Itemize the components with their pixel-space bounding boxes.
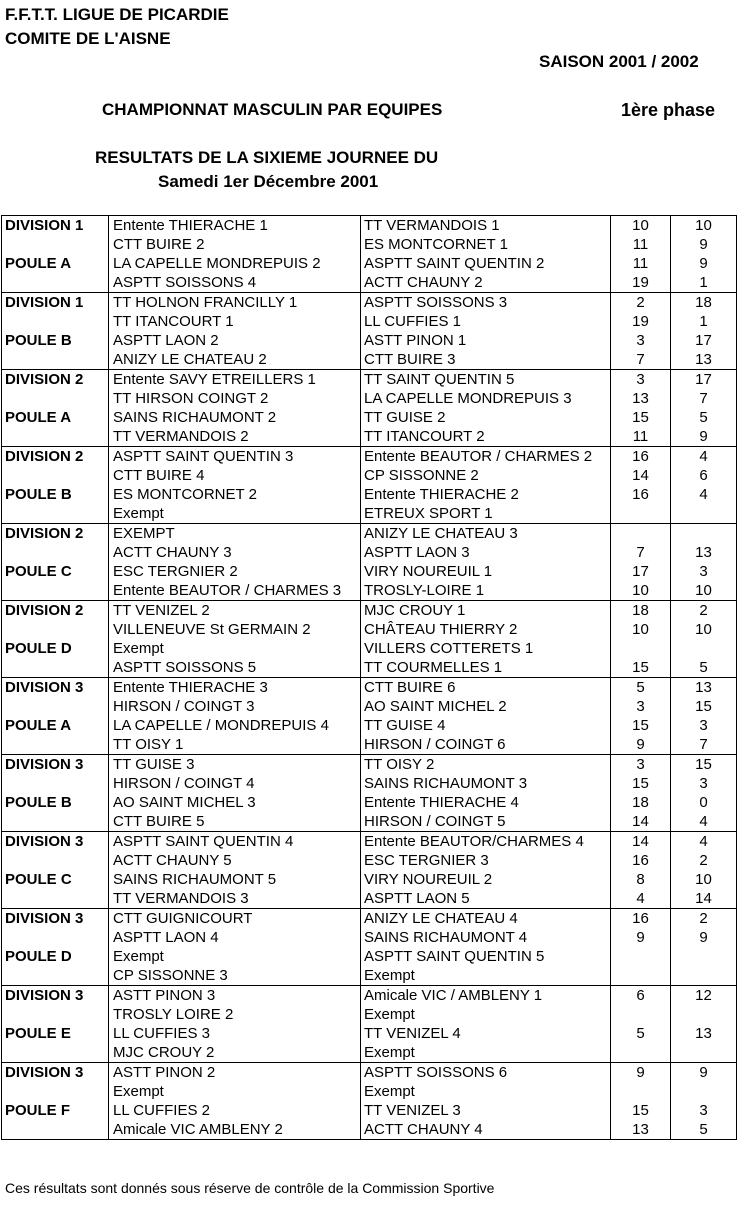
- match-row: [2, 909, 737, 929]
- away-team: HIRSON / COINGT 6: [361, 735, 611, 755]
- match-row: [2, 1082, 737, 1101]
- poule-label: POULE C: [2, 870, 109, 889]
- home-team: TT VERMANDOIS 3: [109, 889, 361, 909]
- home-team: Entente BEAUTOR / CHARMES 3: [109, 581, 361, 601]
- home-score: 15: [611, 1101, 671, 1120]
- home-score: 18: [611, 601, 671, 621]
- away-team: ACTT CHAUNY 4: [361, 1120, 611, 1140]
- away-team: Entente THIERACHE 4: [361, 793, 611, 812]
- away-score: 10: [671, 581, 737, 601]
- away-team: TROSLY-LOIRE 1: [361, 581, 611, 601]
- match-row: [2, 793, 737, 812]
- championship-title: CHAMPIONNAT MASCULIN PAR EQUIPES: [102, 100, 443, 119]
- home-score: [611, 966, 671, 986]
- match-row: [2, 389, 737, 408]
- home-team: Entente SAVY ETREILLERS 1: [109, 370, 361, 390]
- match-row: [2, 581, 737, 601]
- home-team: SAINS RICHAUMONT 2: [109, 408, 361, 427]
- federation-title: F.F.T.T. LIGUE DE PICARDIE: [5, 5, 229, 24]
- home-score: 15: [611, 774, 671, 793]
- away-score: [671, 639, 737, 658]
- match-row: [2, 832, 737, 852]
- home-team: LL CUFFIES 3: [109, 1024, 361, 1043]
- group-label-empty: [2, 389, 109, 408]
- home-team: ASTT PINON 2: [109, 1063, 361, 1083]
- match-row: [2, 312, 737, 331]
- home-team: SAINS RICHAUMONT 5: [109, 870, 361, 889]
- match-row: [2, 889, 737, 909]
- match-row: [2, 408, 737, 427]
- away-score: 17: [671, 370, 737, 390]
- match-row: [2, 678, 737, 698]
- home-team: Amicale VIC AMBLENY 2: [109, 1120, 361, 1140]
- home-team: TT OISY 1: [109, 735, 361, 755]
- footnote: Ces résultats sont donnés sous réserve de contrôle de la Commission Sportive: [5, 1180, 495, 1196]
- away-team: AO SAINT MICHEL 2: [361, 697, 611, 716]
- match-row: [2, 870, 737, 889]
- match-row: [2, 851, 737, 870]
- match-row: [2, 966, 737, 986]
- match-row: [2, 1063, 737, 1083]
- home-team: ASPTT SAINT QUENTIN 4: [109, 832, 361, 852]
- home-score: 7: [611, 350, 671, 370]
- home-team: CTT BUIRE 5: [109, 812, 361, 832]
- group-label-empty: [2, 1082, 109, 1101]
- away-team: TT OISY 2: [361, 755, 611, 775]
- away-score: 13: [671, 1024, 737, 1043]
- away-score: 1: [671, 312, 737, 331]
- group-label-empty: [2, 889, 109, 909]
- away-team: VIRY NOUREUIL 2: [361, 870, 611, 889]
- home-team: Entente THIERACHE 3: [109, 678, 361, 698]
- away-team: ES MONTCORNET 1: [361, 235, 611, 254]
- home-score: 15: [611, 658, 671, 678]
- away-score: 10: [671, 870, 737, 889]
- away-team: Exempt: [361, 966, 611, 986]
- home-score: [611, 1043, 671, 1063]
- away-score: 18: [671, 293, 737, 313]
- match-row: [2, 293, 737, 313]
- match-row: [2, 447, 737, 467]
- group-label-empty: [2, 851, 109, 870]
- away-score: 13: [671, 678, 737, 698]
- away-team: TT ITANCOURT 2: [361, 427, 611, 447]
- match-row: [2, 254, 737, 273]
- home-score: 14: [611, 812, 671, 832]
- poule-label: POULE E: [2, 1024, 109, 1043]
- away-team: ASPTT LAON 3: [361, 543, 611, 562]
- match-row: [2, 947, 737, 966]
- home-score: [611, 1005, 671, 1024]
- match-row: [2, 331, 737, 350]
- away-team: SAINS RICHAUMONT 3: [361, 774, 611, 793]
- home-score: 9: [611, 1063, 671, 1083]
- home-score: 14: [611, 832, 671, 852]
- home-score: 8: [611, 870, 671, 889]
- away-score: 4: [671, 812, 737, 832]
- match-row: [2, 504, 737, 524]
- away-team: CP SISSONNE 2: [361, 466, 611, 485]
- home-team: CTT BUIRE 4: [109, 466, 361, 485]
- home-score: 3: [611, 755, 671, 775]
- away-score: 13: [671, 543, 737, 562]
- home-team: Exempt: [109, 639, 361, 658]
- group-label-empty: [2, 697, 109, 716]
- away-team: ACTT CHAUNY 2: [361, 273, 611, 293]
- away-score: 5: [671, 658, 737, 678]
- away-score: 17: [671, 331, 737, 350]
- away-score: [671, 966, 737, 986]
- home-score: 16: [611, 485, 671, 504]
- division-label: DIVISION 3: [2, 832, 109, 852]
- away-score: 4: [671, 485, 737, 504]
- home-team: CP SISSONNE 3: [109, 966, 361, 986]
- away-team: ASPTT LAON 5: [361, 889, 611, 909]
- group-label-empty: [2, 350, 109, 370]
- away-score: 5: [671, 408, 737, 427]
- away-score: 9: [671, 235, 737, 254]
- away-team: CTT BUIRE 3: [361, 350, 611, 370]
- away-score: 15: [671, 697, 737, 716]
- group-label-empty: [2, 620, 109, 639]
- match-row: [2, 986, 737, 1006]
- away-score: 7: [671, 735, 737, 755]
- away-team: ASPTT SOISSONS 6: [361, 1063, 611, 1083]
- home-score: 5: [611, 678, 671, 698]
- away-score: 9: [671, 254, 737, 273]
- home-score: [611, 947, 671, 966]
- home-score: [611, 504, 671, 524]
- home-score: 10: [611, 581, 671, 601]
- away-score: 7: [671, 389, 737, 408]
- away-team: CHÂTEAU THIERRY 2: [361, 620, 611, 639]
- home-team: CTT BUIRE 2: [109, 235, 361, 254]
- match-row: [2, 755, 737, 775]
- away-team: LA CAPELLE MONDREPUIS 3: [361, 389, 611, 408]
- home-score: 19: [611, 273, 671, 293]
- home-score: 13: [611, 1120, 671, 1140]
- away-score: 9: [671, 928, 737, 947]
- home-score: 19: [611, 312, 671, 331]
- away-score: 12: [671, 986, 737, 1006]
- away-team: TT COURMELLES 1: [361, 658, 611, 678]
- home-team: ASPTT LAON 4: [109, 928, 361, 947]
- home-team: LL CUFFIES 2: [109, 1101, 361, 1120]
- division-label: DIVISION 3: [2, 678, 109, 698]
- match-row: [2, 812, 737, 832]
- match-row: [2, 1120, 737, 1140]
- away-team: Entente THIERACHE 2: [361, 485, 611, 504]
- away-team: ASPTT SOISSONS 3: [361, 293, 611, 313]
- home-score: 16: [611, 909, 671, 929]
- away-score: 3: [671, 1101, 737, 1120]
- division-label: DIVISION 1: [2, 216, 109, 236]
- group-label-empty: [2, 312, 109, 331]
- away-team: VILLERS COTTERETS 1: [361, 639, 611, 658]
- home-team: TT HOLNON FRANCILLY 1: [109, 293, 361, 313]
- match-row: [2, 716, 737, 735]
- match-row: [2, 524, 737, 544]
- group-label-empty: [2, 735, 109, 755]
- division-label: DIVISION 3: [2, 909, 109, 929]
- away-team: ASTT PINON 1: [361, 331, 611, 350]
- away-score: [671, 1082, 737, 1101]
- group-label-empty: [2, 273, 109, 293]
- division-label: DIVISION 3: [2, 1063, 109, 1083]
- away-score: [671, 1043, 737, 1063]
- home-score: 9: [611, 735, 671, 755]
- home-score: 7: [611, 543, 671, 562]
- away-team: Amicale VIC / AMBLENY 1: [361, 986, 611, 1006]
- away-score: 13: [671, 350, 737, 370]
- division-label: DIVISION 2: [2, 524, 109, 544]
- group-label-empty: [2, 1005, 109, 1024]
- away-score: 15: [671, 755, 737, 775]
- home-score: 10: [611, 620, 671, 639]
- poule-label: POULE B: [2, 331, 109, 350]
- home-team: HIRSON / COINGT 4: [109, 774, 361, 793]
- home-score: 14: [611, 466, 671, 485]
- match-row: [2, 1101, 737, 1120]
- home-team: TT ITANCOURT 1: [109, 312, 361, 331]
- home-score: [611, 1082, 671, 1101]
- away-team: TT GUISE 4: [361, 716, 611, 735]
- away-team: HIRSON / COINGT 5: [361, 812, 611, 832]
- match-row: [2, 601, 737, 621]
- away-team: Exempt: [361, 1082, 611, 1101]
- group-label-empty: [2, 235, 109, 254]
- results-table-body: [2, 216, 737, 1140]
- match-row: [2, 466, 737, 485]
- away-team: ASPTT SAINT QUENTIN 2: [361, 254, 611, 273]
- match-row: [2, 735, 737, 755]
- phase-label: 1ère phase: [621, 100, 716, 120]
- away-team: TT GUISE 2: [361, 408, 611, 427]
- division-label: DIVISION 1: [2, 293, 109, 313]
- home-score: 15: [611, 716, 671, 735]
- home-team: Entente THIERACHE 1: [109, 216, 361, 236]
- poule-label: POULE D: [2, 947, 109, 966]
- away-score: [671, 1005, 737, 1024]
- away-team: MJC CROUY 1: [361, 601, 611, 621]
- home-score: 3: [611, 370, 671, 390]
- away-score: 10: [671, 216, 737, 236]
- home-score: 3: [611, 331, 671, 350]
- match-row: [2, 216, 737, 236]
- away-score: 4: [671, 832, 737, 852]
- results-table: [1, 215, 737, 1140]
- home-team: ANIZY LE CHATEAU 2: [109, 350, 361, 370]
- away-team: Entente BEAUTOR / CHARMES 2: [361, 447, 611, 467]
- away-team: CTT BUIRE 6: [361, 678, 611, 698]
- match-row: [2, 658, 737, 678]
- group-label-empty: [2, 774, 109, 793]
- home-team: HIRSON / COINGT 3: [109, 697, 361, 716]
- away-team: ANIZY LE CHATEAU 4: [361, 909, 611, 929]
- home-score: 15: [611, 408, 671, 427]
- away-team: TT VENIZEL 4: [361, 1024, 611, 1043]
- home-score: 6: [611, 986, 671, 1006]
- match-row: [2, 1024, 737, 1043]
- away-score: 2: [671, 601, 737, 621]
- away-score: 14: [671, 889, 737, 909]
- away-score: 2: [671, 909, 737, 929]
- group-label-empty: [2, 543, 109, 562]
- away-score: 3: [671, 562, 737, 581]
- away-score: [671, 524, 737, 544]
- group-label-empty: [2, 812, 109, 832]
- home-team: ASPTT LAON 2: [109, 331, 361, 350]
- home-team: ACTT CHAUNY 5: [109, 851, 361, 870]
- match-row: [2, 697, 737, 716]
- away-team: SAINS RICHAUMONT 4: [361, 928, 611, 947]
- away-score: 9: [671, 427, 737, 447]
- home-score: 11: [611, 254, 671, 273]
- away-team: ASPTT SAINT QUENTIN 5: [361, 947, 611, 966]
- home-team: TT HIRSON COINGT 2: [109, 389, 361, 408]
- home-score: 11: [611, 427, 671, 447]
- home-score: [611, 524, 671, 544]
- away-score: 1: [671, 273, 737, 293]
- home-score: 4: [611, 889, 671, 909]
- group-label-empty: [2, 1043, 109, 1063]
- home-team: Exempt: [109, 947, 361, 966]
- home-team: AO SAINT MICHEL 3: [109, 793, 361, 812]
- home-score: 2: [611, 293, 671, 313]
- home-score: 9: [611, 928, 671, 947]
- away-team: ESC TERGNIER 3: [361, 851, 611, 870]
- match-row: [2, 543, 737, 562]
- division-label: DIVISION 3: [2, 986, 109, 1006]
- away-team: TT VERMANDOIS 1: [361, 216, 611, 236]
- poule-label: POULE A: [2, 408, 109, 427]
- home-team: ASPTT SOISSONS 5: [109, 658, 361, 678]
- home-score: 10: [611, 216, 671, 236]
- group-label-empty: [2, 928, 109, 947]
- away-score: 2: [671, 851, 737, 870]
- poule-label: POULE A: [2, 716, 109, 735]
- away-team: LL CUFFIES 1: [361, 312, 611, 331]
- away-team: Entente BEAUTOR/CHARMES 4: [361, 832, 611, 852]
- match-row: [2, 928, 737, 947]
- committee-title: COMITE DE L'AISNE: [5, 29, 171, 48]
- group-label-empty: [2, 427, 109, 447]
- match-row: [2, 1005, 737, 1024]
- home-team: Exempt: [109, 1082, 361, 1101]
- away-team: TT SAINT QUENTIN 5: [361, 370, 611, 390]
- poule-label: POULE A: [2, 254, 109, 273]
- home-team: ASPTT SAINT QUENTIN 3: [109, 447, 361, 467]
- away-team: Exempt: [361, 1005, 611, 1024]
- division-label: DIVISION 3: [2, 755, 109, 775]
- away-score: 3: [671, 716, 737, 735]
- home-team: ACTT CHAUNY 3: [109, 543, 361, 562]
- match-row: [2, 485, 737, 504]
- away-team: ANIZY LE CHATEAU 3: [361, 524, 611, 544]
- home-team: TT VERMANDOIS 2: [109, 427, 361, 447]
- home-team: Exempt: [109, 504, 361, 524]
- home-team: TT GUISE 3: [109, 755, 361, 775]
- home-score: 13: [611, 389, 671, 408]
- match-row: [2, 427, 737, 447]
- home-team: VILLENEUVE St GERMAIN 2: [109, 620, 361, 639]
- home-team: ASTT PINON 3: [109, 986, 361, 1006]
- home-team: TROSLY LOIRE 2: [109, 1005, 361, 1024]
- home-score: 5: [611, 1024, 671, 1043]
- away-team: TT VENIZEL 3: [361, 1101, 611, 1120]
- away-score: [671, 504, 737, 524]
- match-row: [2, 350, 737, 370]
- home-team: CTT GUIGNICOURT: [109, 909, 361, 929]
- home-team: ES MONTCORNET 2: [109, 485, 361, 504]
- home-team: TT VENIZEL 2: [109, 601, 361, 621]
- group-label-empty: [2, 466, 109, 485]
- home-score: [611, 639, 671, 658]
- home-team: ESC TERGNIER 2: [109, 562, 361, 581]
- division-label: DIVISION 2: [2, 601, 109, 621]
- home-team: EXEMPT: [109, 524, 361, 544]
- group-label-empty: [2, 581, 109, 601]
- away-score: 3: [671, 774, 737, 793]
- group-label-empty: [2, 658, 109, 678]
- match-row: [2, 562, 737, 581]
- division-label: DIVISION 2: [2, 447, 109, 467]
- match-row: [2, 1043, 737, 1063]
- match-row: [2, 235, 737, 254]
- away-score: 10: [671, 620, 737, 639]
- results-heading: RESULTATS DE LA SIXIEME JOURNEE DU: [95, 148, 439, 167]
- away-team: VIRY NOUREUIL 1: [361, 562, 611, 581]
- home-team: ASPTT SOISSONS 4: [109, 273, 361, 293]
- poule-label: POULE D: [2, 639, 109, 658]
- away-score: 6: [671, 466, 737, 485]
- poule-label: POULE C: [2, 562, 109, 581]
- group-label-empty: [2, 1120, 109, 1140]
- match-row: [2, 370, 737, 390]
- away-score: [671, 947, 737, 966]
- poule-label: POULE B: [2, 793, 109, 812]
- home-team: LA CAPELLE / MONDREPUIS 4: [109, 716, 361, 735]
- match-row: [2, 273, 737, 293]
- season-label: SAISON 2001 / 2002: [539, 52, 699, 71]
- match-row: [2, 639, 737, 658]
- home-team: MJC CROUY 2: [109, 1043, 361, 1063]
- away-score: 4: [671, 447, 737, 467]
- poule-label: POULE B: [2, 485, 109, 504]
- group-label-empty: [2, 504, 109, 524]
- results-date: Samedi 1er Décembre 2001: [158, 172, 379, 191]
- away-score: 5: [671, 1120, 737, 1140]
- away-team: ETREUX SPORT 1: [361, 504, 611, 524]
- match-row: [2, 774, 737, 793]
- home-score: 16: [611, 851, 671, 870]
- away-score: 9: [671, 1063, 737, 1083]
- poule-label: POULE F: [2, 1101, 109, 1120]
- home-team: LA CAPELLE MONDREPUIS 2: [109, 254, 361, 273]
- home-score: 17: [611, 562, 671, 581]
- group-label-empty: [2, 966, 109, 986]
- away-score: 0: [671, 793, 737, 812]
- home-score: 11: [611, 235, 671, 254]
- home-score: 18: [611, 793, 671, 812]
- home-score: 3: [611, 697, 671, 716]
- match-row: [2, 620, 737, 639]
- division-label: DIVISION 2: [2, 370, 109, 390]
- away-team: Exempt: [361, 1043, 611, 1063]
- home-score: 16: [611, 447, 671, 467]
